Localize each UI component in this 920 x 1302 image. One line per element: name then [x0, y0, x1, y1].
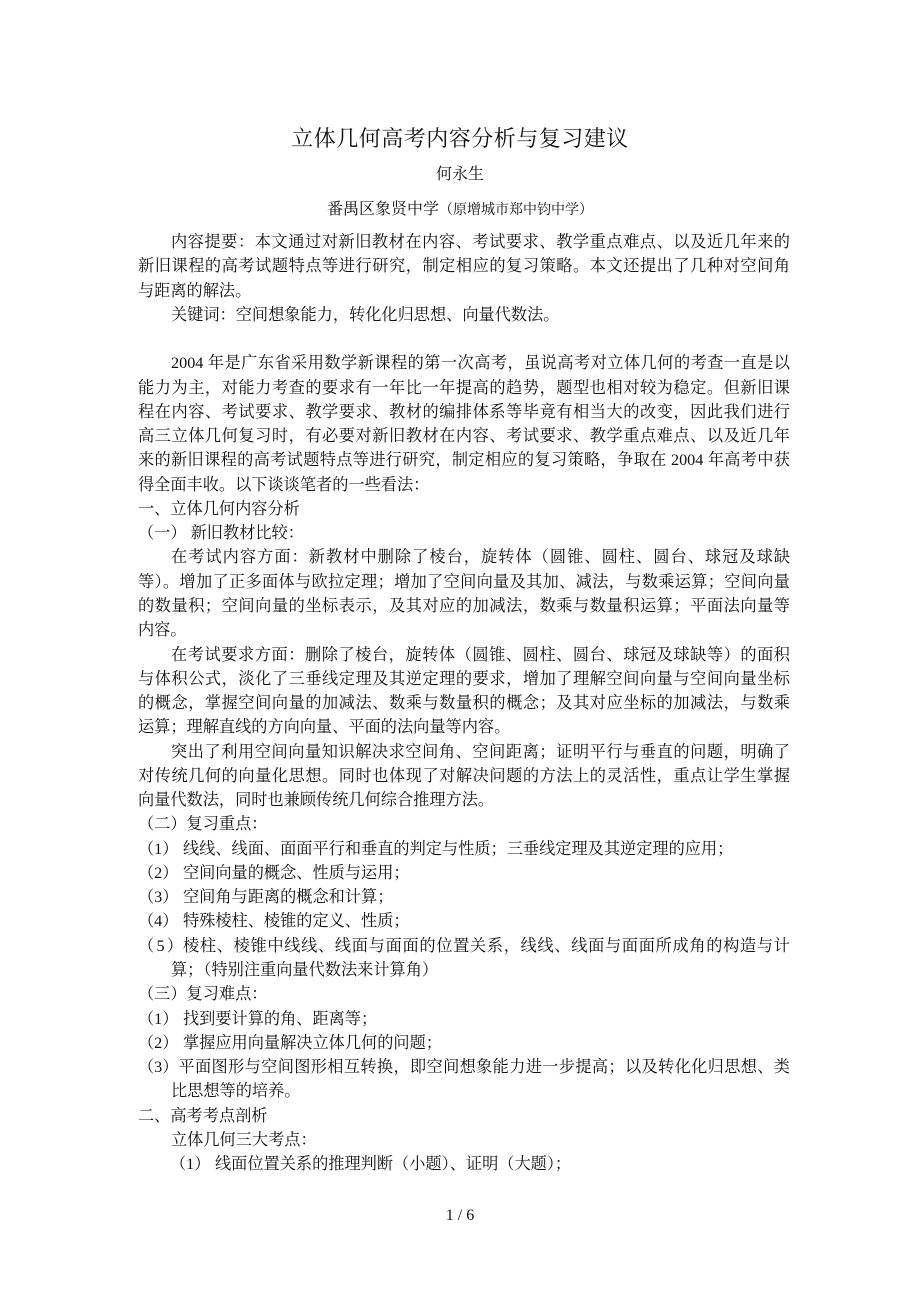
list-item [138, 909, 790, 933]
abstract-line: 内容提要：本文通过对新旧教材在内容、考试要求、教学重点难点、以及近几年来的 [171, 233, 790, 251]
list-text: 特殊棱柱、棱锥的定义、性质； [183, 912, 410, 931]
list-label: （4） [138, 912, 179, 931]
section-heading: 一、立体几何内容分析 [138, 499, 300, 518]
list-label: （1） [138, 839, 179, 858]
list-item [138, 861, 790, 885]
list-item [138, 1007, 790, 1031]
paragraph-line: 在考试内容方面：新教材中删除了棱台，旋转体（圆锥、圆柱、圆台、球冠及球缺 [171, 548, 790, 567]
paragraph-line: 运算；理解直线的方向向量、平面的法向量等内容。 [138, 718, 511, 737]
list-label: （2） [138, 863, 179, 882]
list-text: 棱柱、棱锥中线线、线面与面面的位置关系，线线、线面与面面所成角的构造与计 [183, 936, 790, 955]
intro-line: 来的新旧课程的高考试题特点等进行研究，制定相应的复习策略，争取在 2004 年高考中获 [138, 451, 790, 470]
affiliation-main: 番禺区象贤中学 [326, 201, 439, 218]
paragraph-line: 的概念，掌握空间向量的加减法、数乘与数量积的概念；及其对应坐标的加减法，与数乘 [138, 694, 790, 713]
list-text: 线面位置关系的推理判断（小题）、证明（大题）； [215, 1155, 572, 1174]
paragraph-line: 突出了利用空间向量知识解决求空间角、空间距离；证明平行与垂直的问题，明确了 [171, 742, 790, 761]
paragraph-line: 内容。 [138, 621, 187, 640]
list-label: （1） [138, 1009, 179, 1028]
author: 何永生 [435, 166, 484, 183]
document-title: 立体几何高考内容分析与复习建议 [291, 126, 629, 151]
list-label: （3） [138, 888, 179, 907]
keywords: 关键词：空间想象能力，转化化归思想、向量代数法。 [171, 305, 560, 324]
list-item [138, 1152, 790, 1176]
paragraph-line: 立体几何三大考点： [171, 1130, 317, 1149]
list-text: 平面图形与空间图形相互转换，即空间想象能力进一步提高；以及转化化归思想、类 [178, 1058, 790, 1077]
paragraph-line: 对传统几何的向量化思想。同时也体现了对解决问题的方法上的灵活性，重点让学生掌握 [138, 766, 790, 785]
page-number: 1 / 6 [445, 1207, 475, 1224]
list-text: 找到要计算的角、距离等； [183, 1009, 378, 1028]
intro-line: 高三立体几何复习时，有必要对新旧教材在内容、考试要求、教学重点难点、以及近几年 [138, 427, 790, 446]
list-item [138, 1055, 790, 1079]
list-item [138, 885, 790, 909]
affiliation-note: （原增城市郑中钧中学） [439, 203, 593, 218]
list-text: 掌握应用向量解决立体几何的问题； [183, 1033, 442, 1052]
list-text-continuation: 比思想等的培养。 [171, 1082, 301, 1101]
list-label: （1） [170, 1155, 211, 1174]
intro-line: 程在内容、考试要求、教学要求、教材的编排体系等毕竟有相当大的改变，因此我们进行 [138, 402, 790, 421]
paragraph-line: 等）。增加了正多面体与欧拉定理；增加了空间向量及其加、减法，与数乘运算；空间向量 [138, 572, 790, 591]
paragraph-line: 向量代数法，同时也兼顾传统几何综合推理方法。 [138, 791, 495, 810]
abstract-line: 与距离的解法。 [138, 281, 252, 300]
blank-line [138, 327, 790, 351]
document-body [138, 230, 790, 1176]
affiliation [0, 196, 920, 219]
intro-line: 2004 年是广东省采用数学新课程的第一次高考，虽说高考对立体几何的考查一直是以 [171, 354, 790, 373]
intro-line: 能力为主，对能力考查的要求有一年比一年提高的趋势，题型也相对较为稳定。但新旧课 [138, 378, 790, 397]
section-heading: 二、高考考点剖析 [138, 1106, 268, 1125]
list-text-continuation: 算；（特别注重向量代数法来计算角） [171, 960, 439, 979]
subsection-heading: （二）复习重点： [138, 815, 268, 834]
list-item [138, 837, 790, 861]
intro-line: 得全面丰收。以下谈谈笔者的一些看法： [138, 475, 430, 494]
list-label: （2） [138, 1033, 179, 1052]
list-label: （5） [138, 936, 183, 955]
subsection-heading: （三）复习难点： [138, 985, 268, 1004]
subsection-heading: （一） 新旧教材比较： [138, 524, 304, 543]
list-item [138, 1031, 790, 1055]
list-item [138, 934, 790, 958]
list-text: 线线、线面、面面平行和垂直的判定与性质；三垂线定理及其逆定理的应用； [183, 839, 734, 858]
list-text: 空间角与距离的概念和计算； [183, 888, 394, 907]
abstract-line: 新旧课程的高考试题特点等进行研究，制定相应的复习策略。本文还提出了几种对空间角 [138, 257, 790, 276]
paragraph-line: 与体积公式，淡化了三垂线定理及其逆定理的要求，增加了理解空间向量与空间向量坐标 [138, 669, 790, 688]
list-text: 空间向量的概念、性质与运用； [183, 863, 410, 882]
list-label: （3） [138, 1058, 179, 1077]
paragraph-line: 在考试要求方面：删除了棱台，旋转体（圆锥、圆柱、圆台、球冠及球缺等）的面积 [171, 645, 790, 664]
paragraph-line: 的数量积；空间向量的坐标表示，及其对应的加减法，数乘与数量积运算；平面法向量等 [138, 596, 790, 615]
